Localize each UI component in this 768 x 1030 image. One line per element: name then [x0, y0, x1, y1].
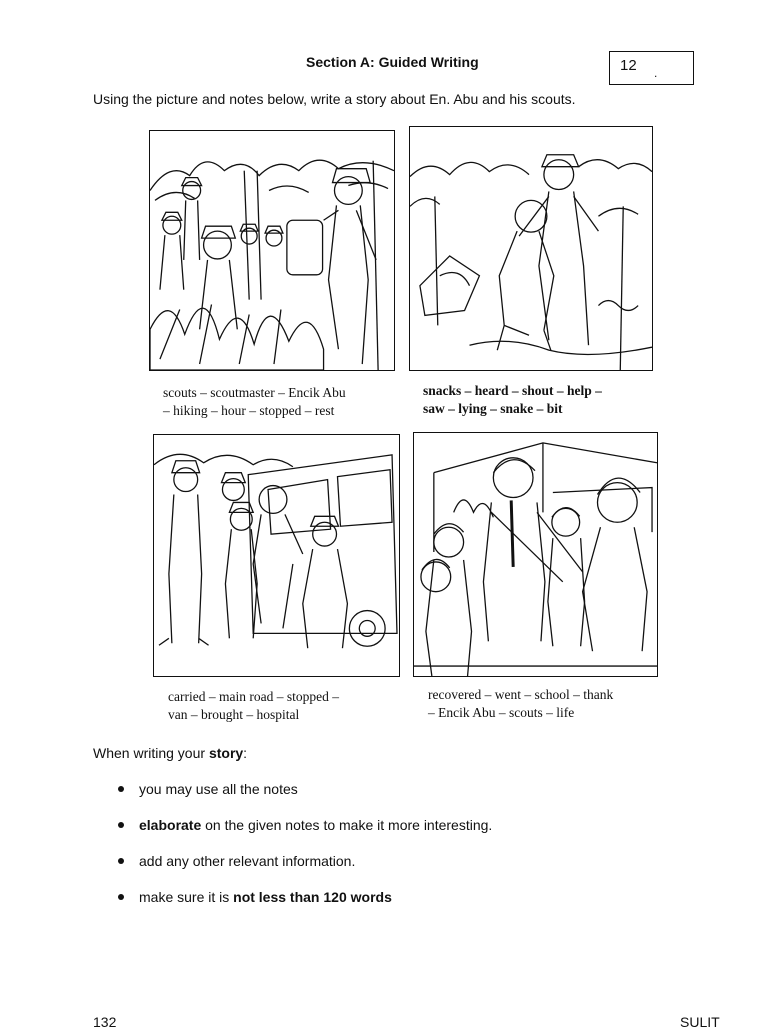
hiking-scouts-illustration — [150, 131, 394, 370]
instruction-text: Using the picture and notes below, write a story about En. Abu and his scouts. — [93, 91, 576, 107]
picture-panel-snake-bite — [409, 126, 653, 371]
thanking-illustration — [414, 433, 657, 676]
panel-notes-3: carried – main road – stopped – van – brought – hospital — [168, 689, 339, 722]
panel-notes-4: recovered – went – school – thank – Encik Abu – scouts – life — [428, 687, 614, 720]
score-value: 12 — [620, 57, 637, 74]
picture-panel-hiking — [149, 130, 395, 371]
list-item: make sure it is not less than 120 words — [118, 889, 492, 925]
list-item: you may use all the notes — [118, 781, 492, 817]
section-title: Section A: Guided Writing — [306, 54, 479, 70]
snake-bite-illustration — [410, 127, 652, 370]
story-guide-list — [118, 781, 492, 925]
panel-notes-1: scouts – scoutmaster – Encik Abu – hiking – hour – stopped – rest — [163, 385, 346, 418]
picture-panel-van — [153, 434, 400, 677]
page-number: 132 — [93, 1014, 117, 1030]
story-guide-intro: When writing your story: — [93, 745, 248, 761]
list-item: elaborate on the given notes to make it more interesting. — [118, 817, 492, 853]
score-dot: . — [654, 66, 658, 80]
picture-panel-thank-you — [413, 432, 658, 677]
panel-notes-2: snacks – heard – shout – help – saw – lying – snake – bit — [423, 383, 602, 416]
list-item: add any other relevant information. — [118, 853, 492, 889]
score-box — [609, 51, 694, 85]
van-rescue-illustration — [154, 435, 399, 676]
footer-mark: SULIT — [680, 1014, 720, 1030]
